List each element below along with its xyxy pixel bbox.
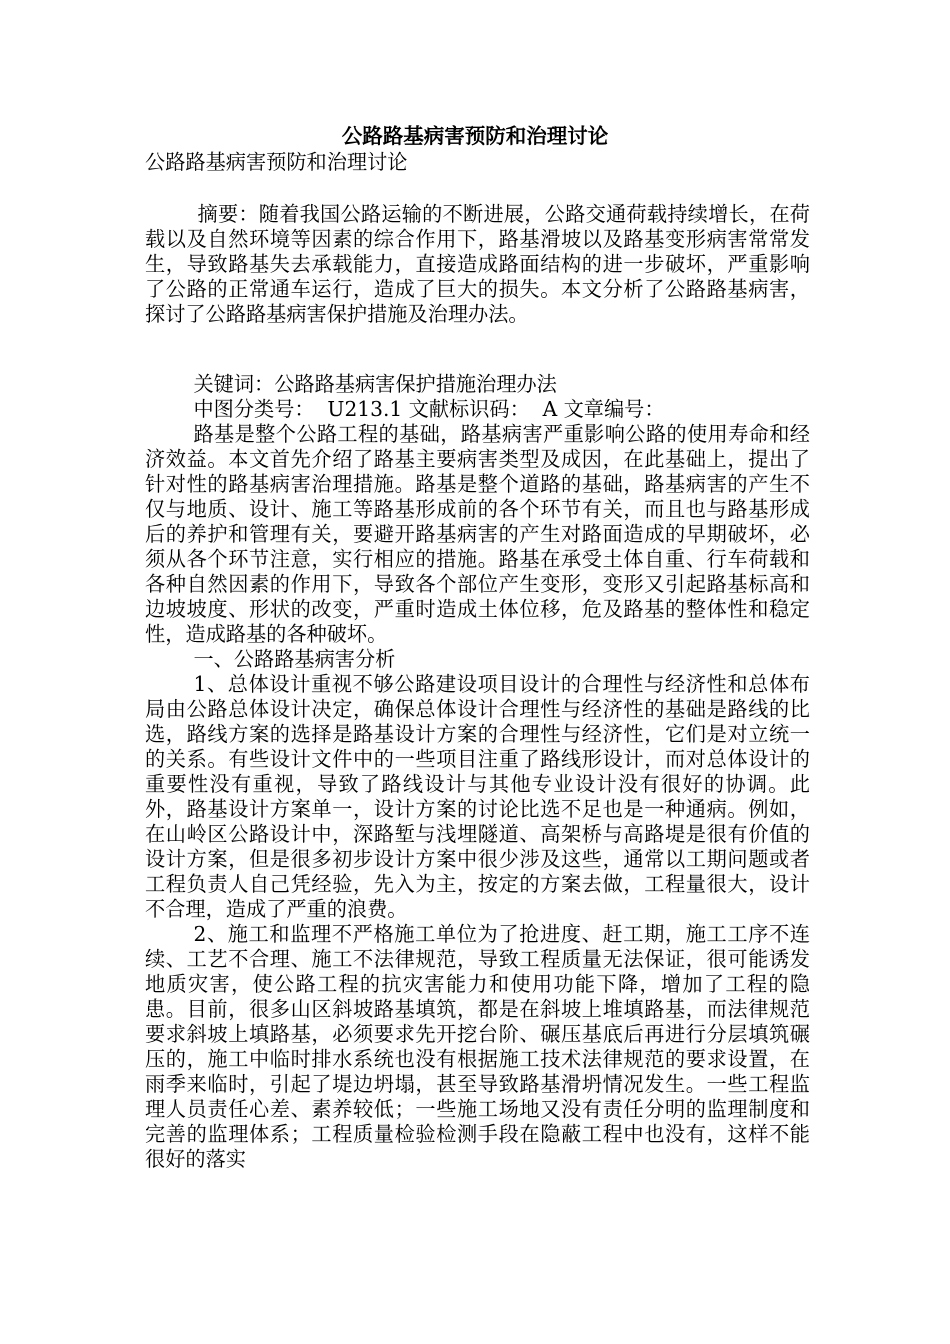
- classification-line: 中图分类号： U213.1 文献标识码： A 文章编号：: [193, 397, 665, 421]
- body-paragraph: 2、施工和监理不严格施工单位为了抢进度、赶工期，施工工序不连续、工艺不合理、施工不法律规范，导致工程质量无法保证，很可能诱发地质灾害，使公路工程的抗灾害能力和使用功能下降，增加了工程的隐患。目前，很多山区斜坡路基填筑，都是在斜坡上堆填路基，而法律规范要求斜坡上填路基，必须要求先开挖台阶、碾压基底后再进行分层填筑碾压的，施工中临时排水系统也没有根据施工技术法律规范的要求设置，在雨季来临时，引起了堤边坍塌，甚至导致路基滑坍情况发生。一些工程监理人员责任心差、素养较低；一些施工场地又没有责任分明的监理制度和完善的监理体系；工程质量检验检测手段在隐蔽工程中也没有，这样不能很好的落实: [145, 922, 810, 1171]
- body-section: [145, 422, 810, 1172]
- document-title: 公路路基病害预防和治理讨论: [341, 124, 609, 148]
- body-paragraph: 路基是整个公路工程的基础，路基病害严重影响公路的使用寿命和经济效益。本文首先介绍了路基主要病害类型及成因，在此基础上，提出了针对性的路基病害治理措施。路基是整个道路的基础，路基病害的产生不仅与地质、设计、施工等路基形成前的各个环节有关，而且也与路基形成后的养护和管理有关，要避开路基病害的产生对路面造成的早期破坏，必须从各个环节注意，实行相应的措施。路基在承受土体自重、行车荷载和各种自然因素的作用下，导致各个部位产生变形，变形又引起路基标高和边坡坡度、形状的改变，严重时造成土体位移，危及路基的整体性和稳定性，造成路基的各种破坏。: [145, 422, 810, 646]
- section-heading: 一、公路路基病害分析: [193, 647, 396, 671]
- abstract-paragraph: 摘要：随着我国公路运输的不断进展，公路交通荷载持续增长，在荷载以及自然环境等因素的综合作用下，路基滑坡以及路基变形病害常常发生，导致路基失去承载能力，直接造成路面结构的进一步破坏，严重影响了公路的正常通车运行，造成了巨大的损失。本文分析了公路路基病害，探讨了公路路基病害保护措施及治理办法。: [145, 202, 810, 326]
- document-subtitle: 公路路基病害预防和治理讨论: [145, 150, 408, 174]
- keywords-line: 关键词：公路路基病害保护措施治理办法: [193, 372, 557, 396]
- keywords-section: [145, 372, 810, 422]
- body-paragraph: 1、总体设计重视不够公路建设项目设计的合理性与经济性和总体布局由公路总体设计决定，确保总体设计合理性与经济性的基础是路线的比选，路线方案的选择是路基设计方案的合理性与经济性，它们是对立统一的关系。有些设计文件中的一些项目注重了路线形设计，而对总体设计的重要性没有重视，导致了路线设计与其他专业设计没有很好的协调。此外，路基设计方案单一，设计方案的讨论比选不足也是一种通病。例如，在山岭区公路设计中，深路堑与浅埋隧道、高架桥与高路堤是很有价值的设计方案，但是很多初步设计方案中很少涉及这些，通常以工期问题或者工程负责人自己凭经验，先入为主，按定的方案去做，工程量很大，设计不合理，造成了严重的浪费。: [145, 672, 810, 921]
- abstract-section: [145, 202, 810, 327]
